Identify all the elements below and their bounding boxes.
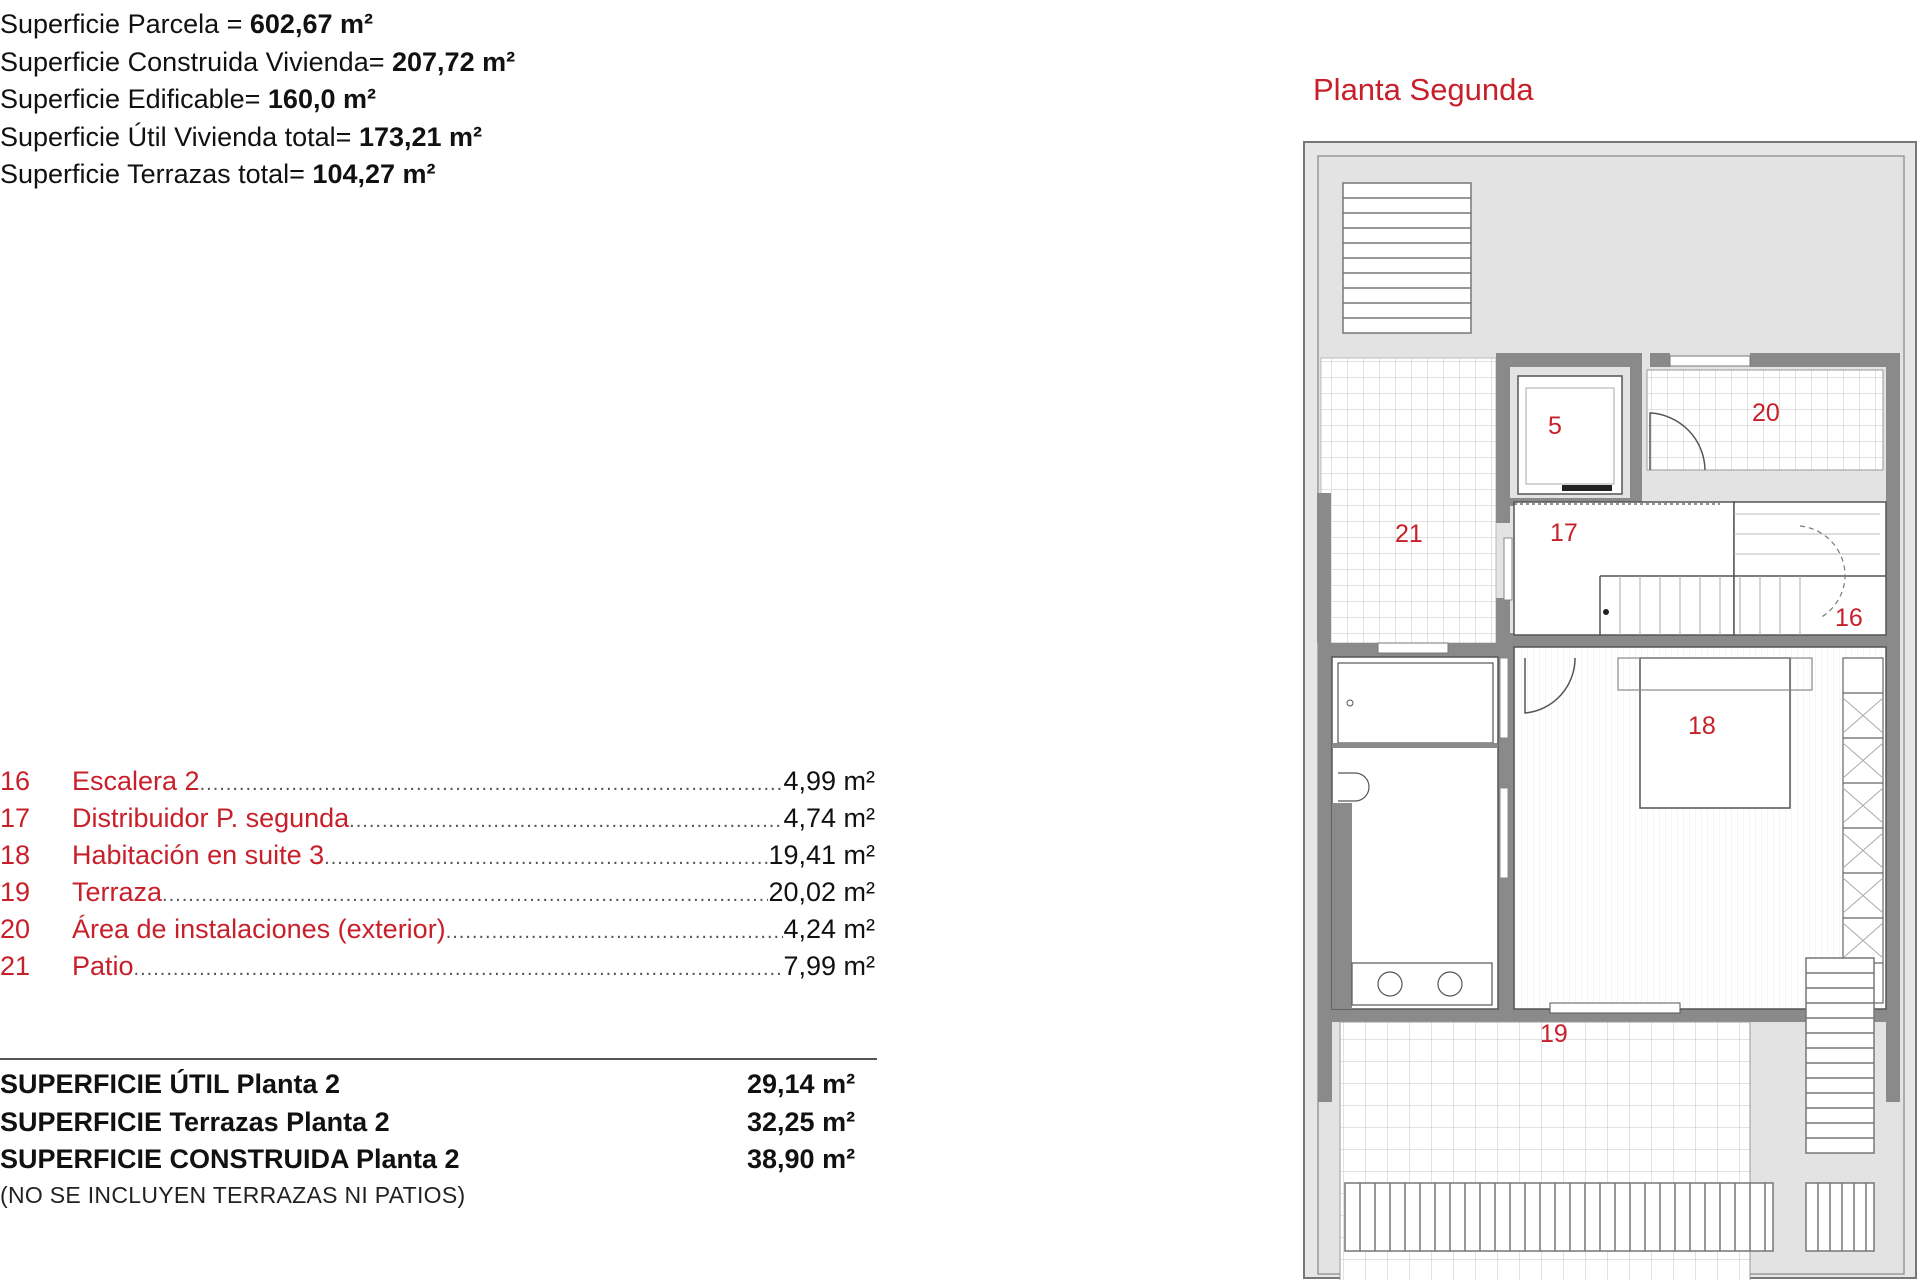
- room-row-20: [0, 914, 875, 951]
- summary-row-parcela: [0, 6, 515, 44]
- dot-leader: [162, 884, 768, 907]
- room-number: 19: [0, 877, 31, 907]
- summary-value: 207,72 m²: [392, 46, 516, 77]
- room-area: 7,99 m²: [783, 951, 875, 981]
- dot-leader: [324, 847, 768, 870]
- room-name: Terraza: [72, 877, 163, 907]
- total-row-construida: [0, 1141, 877, 1179]
- total-value: 29,14 m²: [747, 1069, 856, 1100]
- area-summary: [0, 6, 515, 194]
- exclusion-note: (NO SE INCLUYEN TERRAZAS NI PATIOS): [0, 1182, 466, 1208]
- total-value: 38,90 m²: [747, 1144, 856, 1175]
- room-name: Patio: [72, 951, 134, 981]
- solar-panels-right: [1806, 958, 1874, 1153]
- bathroom: [1332, 643, 1508, 1009]
- summary-row-construida: [0, 44, 515, 82]
- totals-block: [0, 1066, 877, 1179]
- summary-value: 104,27 m²: [312, 159, 436, 189]
- summary-value: 602,67 m²: [249, 9, 373, 39]
- floor-plan: [1300, 138, 1920, 1280]
- room-row-21: [0, 951, 875, 988]
- totals-divider: [0, 1058, 877, 1060]
- total-label: SUPERFICIE CONSTRUIDA Planta 2: [0, 1144, 460, 1175]
- summary-row-terrazas: [0, 156, 515, 194]
- room-number: 20: [0, 914, 31, 944]
- total-row-terrazas: [0, 1104, 877, 1142]
- label-room-18: 18: [1688, 712, 1716, 740]
- summary-label: Superficie Edificable=: [0, 84, 268, 114]
- solar-panels-top: [1343, 183, 1471, 333]
- summary-label: Superficie Construida Vivienda=: [0, 46, 392, 77]
- floor-plan-drawing: [1300, 138, 1920, 1280]
- total-value: 32,25 m²: [747, 1106, 856, 1137]
- label-room-19: 19: [1540, 1020, 1568, 1048]
- room-name: Distribuidor P. segunda: [72, 803, 350, 833]
- summary-value: 160,0 m²: [267, 84, 376, 114]
- dot-leader: [349, 810, 783, 833]
- room-row-16: [0, 766, 875, 803]
- summary-label: Superficie Terrazas total=: [0, 159, 313, 189]
- room-name: Área de instalaciones (exterior): [72, 914, 446, 944]
- room-area: 4,99 m²: [783, 766, 875, 796]
- room-row-18: [0, 840, 875, 877]
- label-room-17: 17: [1550, 519, 1578, 547]
- total-row-util: [0, 1066, 877, 1104]
- summary-value: 173,21 m²: [358, 121, 483, 152]
- room-5: [1518, 376, 1622, 494]
- room-number: 17: [0, 803, 31, 833]
- label-room-5: 5: [1548, 412, 1562, 440]
- summary-label: Superficie Parcela =: [0, 9, 250, 39]
- label-room-21: 21: [1395, 520, 1423, 548]
- room-number: 21: [0, 951, 31, 981]
- summary-label: Superficie Útil Vivienda total=: [0, 121, 359, 152]
- summary-row-edificable: [0, 81, 515, 119]
- label-room-20: 20: [1752, 399, 1780, 427]
- room-area: 4,74 m²: [783, 803, 875, 833]
- room-name: Escalera 2: [72, 766, 200, 796]
- total-label: SUPERFICIE Terrazas Planta 2: [0, 1106, 390, 1137]
- room-number: 16: [0, 766, 31, 796]
- label-room-16: 16: [1835, 604, 1863, 632]
- room-area: 19,41 m²: [768, 840, 875, 870]
- room-area: 20,02 m²: [768, 877, 875, 907]
- summary-row-util: [0, 119, 515, 157]
- dot-leader: [200, 773, 784, 796]
- room-row-19: [0, 877, 875, 914]
- room-21-patio: [1317, 358, 1496, 643]
- room-name: Habitación en suite 3: [72, 840, 325, 870]
- room-area: 4,24 m²: [783, 914, 875, 944]
- total-label: SUPERFICIE ÚTIL Planta 2: [0, 1069, 341, 1100]
- dot-leader: [446, 921, 784, 944]
- dot-leader: [134, 958, 784, 981]
- room-row-17: [0, 803, 875, 840]
- room-list: [0, 766, 875, 988]
- room-number: 18: [0, 840, 31, 870]
- plan-title: Planta Segunda: [1313, 72, 1534, 107]
